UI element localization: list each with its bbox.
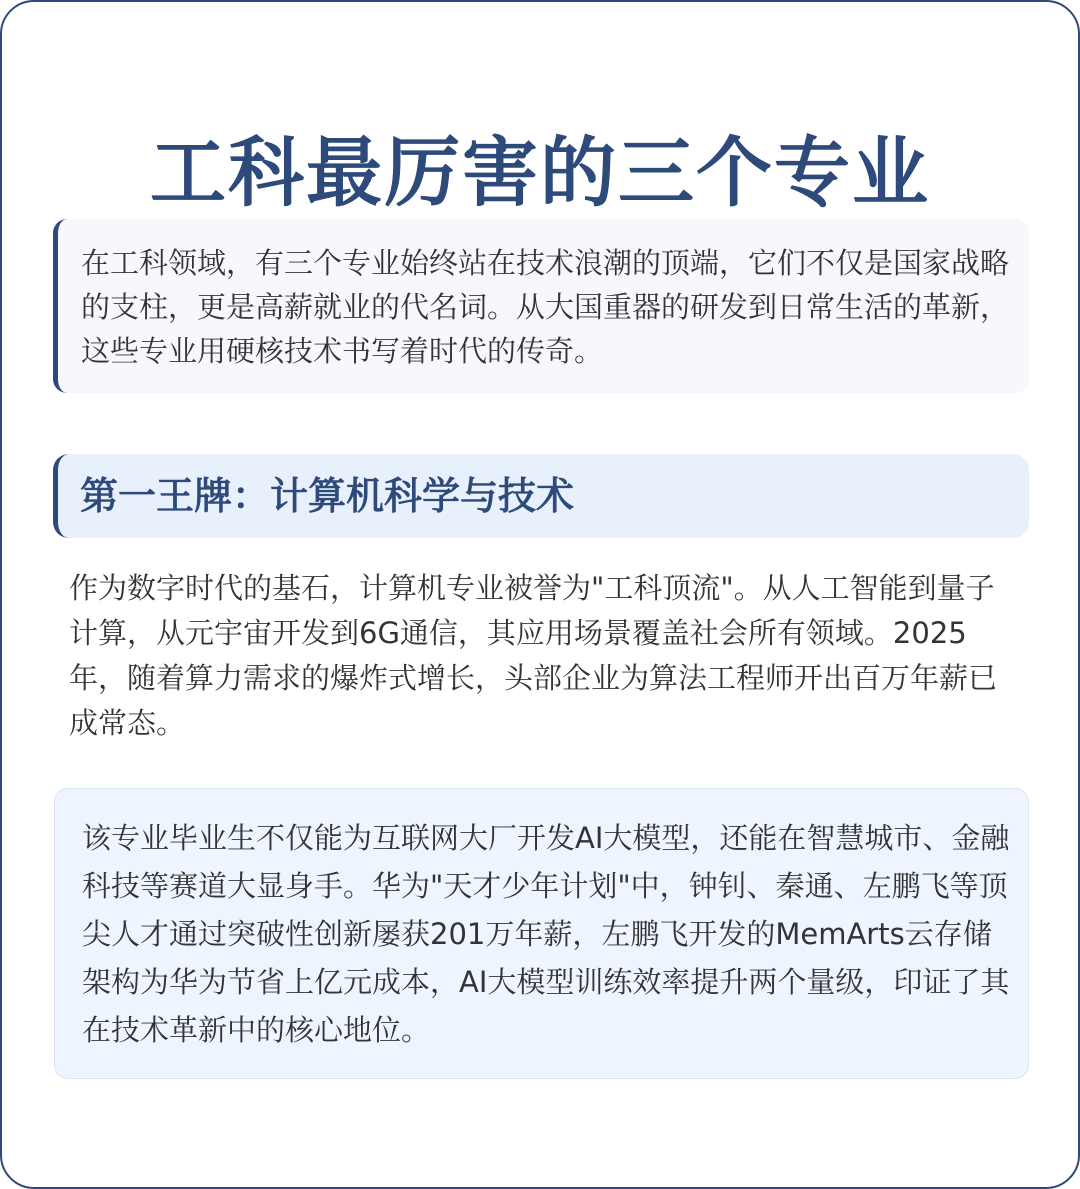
intro-text: 在工科领域，有三个专业始终站在技术浪潮的顶端，它们不仅是国家战略的支柱，更是高薪就业的代名词。从大国重器的研发到日常生活的革新，这些专业用硬核技术书写着时代的传奇。	[81, 246, 1010, 368]
highlight-card	[54, 788, 1029, 1079]
highlight-text: 该专业毕业生不仅能为互联网大厂开发AI大模型，还能在智慧城市、金融科技等赛道大显身手。华为"天才少年计划"中，钟钊、秦通、左鹏飞等顶尖人才通过突破性创新屡获201万年薪，左鹏飞开发的MemArts云存储架构为华为节省上亿元成本，AI大模型训练效率提升两个量级，印证了其在技术革新中的核心地位。	[82, 821, 1010, 1047]
section-header	[53, 454, 1029, 538]
section-paragraph: 作为数字时代的基石，计算机专业被誉为"工科顶流"。从人工智能到量子计算，从元宇宙开发到6G通信，其应用场景覆盖社会所有领域。2025年，随着算力需求的爆炸式增长，头部企业为算法工程师开出百万年薪已成常态。	[69, 571, 998, 740]
section-title: 第一王牌：计算机科学与技术	[80, 474, 575, 518]
intro-card	[53, 219, 1029, 393]
page-title: 工科最厉害的三个专业	[150, 127, 930, 217]
